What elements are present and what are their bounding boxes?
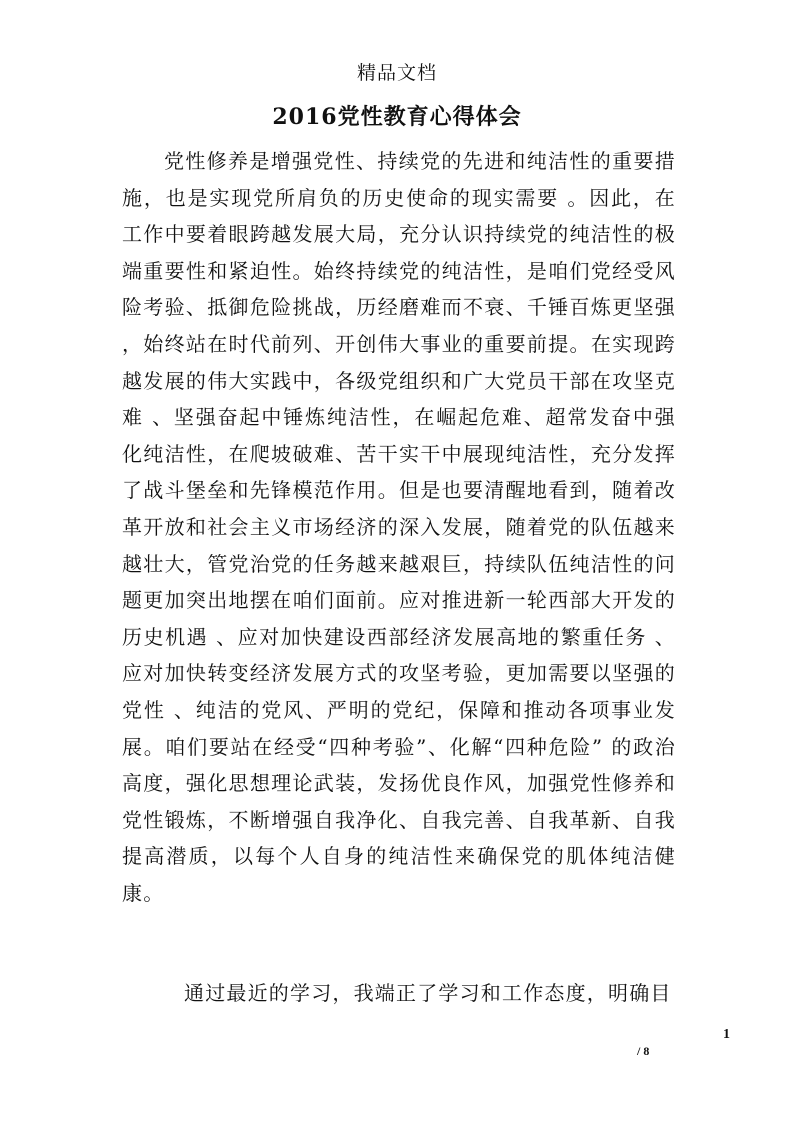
page-number: 1 (723, 1027, 730, 1042)
paragraph-1: 党性修养是增强党性、持续党的先进和纯洁性的重要措施，也是实现党所肩负的历史使命的现实需要 。因此，在工作中要着眼跨越发展大局，充分认识持续党的纯洁性的极端重要性和紧迫性。始终持续党的纯洁性，是咱们党经受风险考验、抵御危险挑战，历经磨难而不衰、千锤百炼更坚强 ，始终站在时代前列、开创伟大事业的重要前提。在实现跨越发展的伟大实践中，各级党组织和广大党员干部在攻坚克难 、坚强奋起中锤炼纯洁性，在崛起危难、超常发奋中强化纯洁性，在爬坡破难、苦干实干中展现纯洁性，充分发挥了战斗堡垒和先锋模范作用。但是也要清醒地看到，随着改革开放和社会主义市场经济的深入发展，随着党的队伍越来越壮大，管党治党的任务越来越艰巨，持续队伍纯洁性的问题更加突出地摆在咱们面前。应对推进新一轮西部大开发的历史机遇 、应对加快建设西部经济发展高地的繁重任务 、应对加快转变经济发展方式的攻坚考验，更加需要以坚强的党性 、纯洁的党风、严明的党纪，保障和推动各项事业发展。咱们要站在经受“四种考验”、化解“四种危险” 的政治高度，强化思想理论武装，发扬优良作风，加强党性修养和党性锻炼，不断增强自我净化、自我完善、自我革新、自我提高潜质，以每个人自身的纯洁性来确保党的肌体纯洁健康。 (122, 149, 676, 905)
page-total: / 8 (637, 1044, 650, 1058)
document-title: 2016党性教育心得体会 (272, 104, 522, 130)
page-header: 精品文档 (356, 62, 437, 84)
paragraph-2: 通过最近的学习，我端正了学习和工作态度，明确目 (184, 981, 672, 1005)
